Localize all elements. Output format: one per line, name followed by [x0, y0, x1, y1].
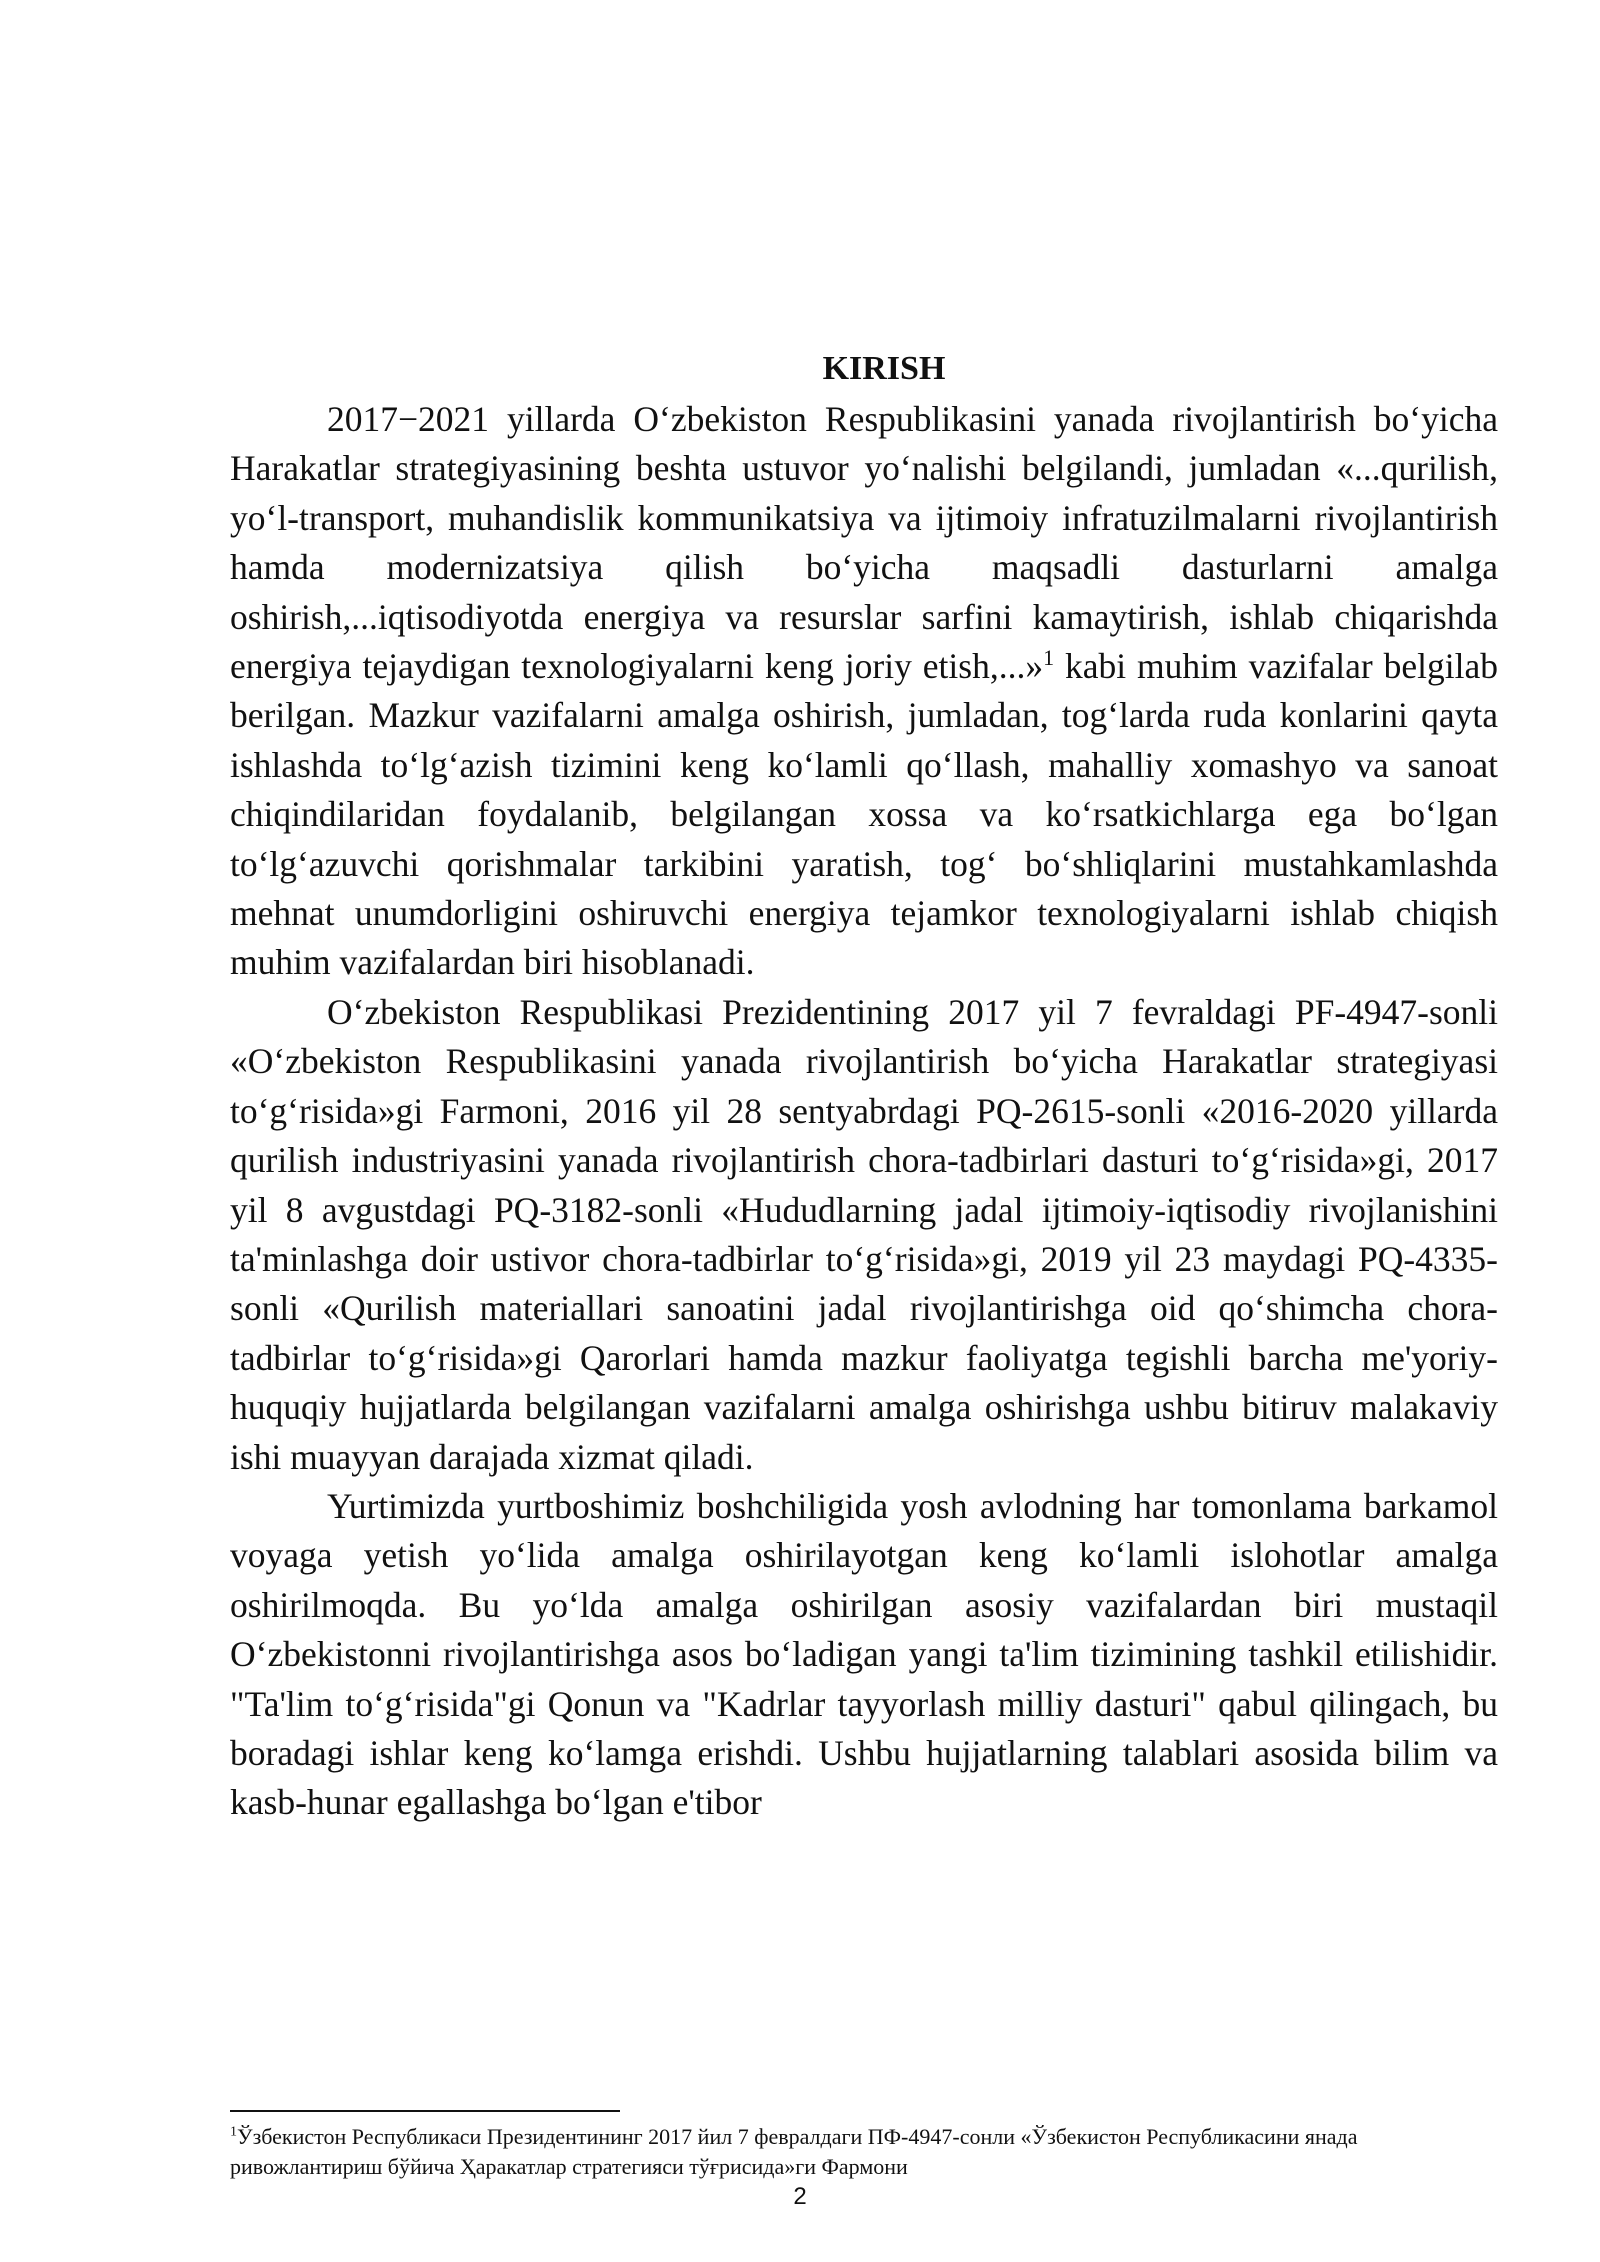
footnote-marker: 1	[230, 2124, 237, 2140]
footnote-text: Ўзбекистон Республикаси Президентининг 2017 йил 7 февралдаги ПФ-4947-сонли «Ўзбекистон Республикасини янада ривожлантириш бўйича Ҳаракатлар стратегияси тўғрисида»ги Фармони	[230, 2124, 1358, 2179]
footnote-reference: 1	[1043, 645, 1055, 671]
page-number: 2	[793, 2183, 807, 2210]
footnote	[230, 2122, 1498, 2182]
paragraph-1-text-b: kabi muhim vazifalar belgilab berilgan. Mazkur vazifalarni amalga oshirish, jumladan, tog‘larda ruda konlarini qayta ishlashda to‘lg‘azish tizimini keng ko‘lamli qo‘llash, mahalliy xomashyo va sanoat chiqindilaridan foydalanib, belgilangan xossa va ko‘rsatkichlarga ega bo‘lgan to‘lg‘azuvchi qorishmalar tarkibini yaratish, tog‘ bo‘shliqlarini mustahkamlashda mehnat unumdorligini oshiruvchi energiya tejamkor texnologiyalarni ishlab chiqish muhim vazifalardan biri hisoblanadi.	[230, 646, 1498, 983]
page-content	[230, 345, 1498, 1828]
footnote-separator	[230, 2110, 620, 2112]
paragraph-1	[230, 395, 1498, 988]
paragraph-3: Yurtimizda yurtboshimiz boshchiligida yosh avlodning har tomonlama barkamol voyaga yetish yo‘lida amalga oshirilayotgan keng ko‘lamli islohotlar amalga oshirilmoqda. Bu yo‘lda amalga oshirilgan asosiy vazifalardan biri mustaqil O‘zbekistonni rivojlantirishga asos bo‘ladigan yangi ta'lim tizimining tashkil etilishidir. "Ta'lim to‘g‘risida"gi Qonun va "Kadrlar tayyorlash milliy dasturi" qabul qilingach, bu boradagi ishlar keng ko‘lamga erishdi. Ushbu hujjatlarning talablari asosida bilim va kasb-hunar egallashga bo‘lgan e'tibor	[230, 1485, 1498, 1823]
section-title: KIRISH	[822, 350, 946, 387]
paragraph-2: O‘zbekiston Respublikasi Prezidentining 2017 yil 7 fevraldagi PF-4947-sonli «O‘zbekiston Respublikasini yanada rivojlantirish bo‘yicha Harakatlar strategiyasi to‘g‘risida»gi Farmoni, 2016 yil 28 sentyabrdagi PQ-2615-sonli «2016-2020 yillarda qurilish industriyasini yanada rivojlantirish chora-tadbirlari dasturi to‘g‘risida»gi, 2017 yil 8 avgustdagi PQ-3182-sonli «Hududlarning jadal ijtimoiy-iqtisodiy rivojlanishini ta'minlashga doir ustivor chora-tadbirlar to‘g‘risida»gi, 2019 yil 23 maydagi PQ-4335-sonli «Qurilish materiallari sanoatini jadal rivojlantirishga oid qo‘shimcha chora-tadbirlar to‘g‘risida»gi Qarorlari hamda mazkur faoliyatga tegishli barcha me'yoriy-huquqiy hujjatlarda belgilangan vazifalarni amalga oshirishga ushbu bitiruv malakaviy ishi muayyan darajada xizmat qiladi.	[230, 991, 1498, 1477]
paragraph-1-text-a: 2017−2021 yillarda O‘zbekiston Respublikasini yanada rivojlantirish bo‘yicha Harakatlar strategiyasining beshta ustuvor yo‘nalishi belgilandi, jumladan «...qurilish, yo‘l-transport, muhandislik kommunikatsiya va ijtimoiy infratuzilmalarni rivojlantirish hamda modernizatsiya qilish bo‘yicha maqsadli dasturlarni amalga oshirish,...iqtisodiyotda energiya va resurslar sarfini kamaytirish, ishlab chiqarishda energiya tejaydigan texnologiyalarni keng joriy etish,...»	[230, 399, 1498, 687]
